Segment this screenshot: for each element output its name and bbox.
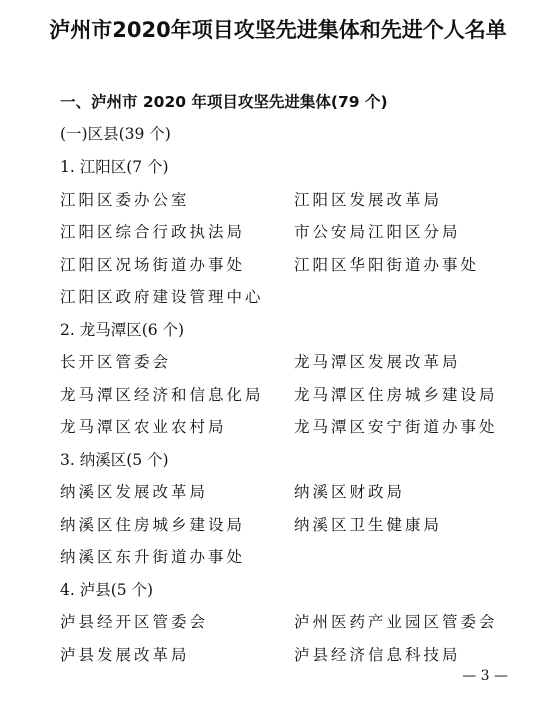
- list-item: 江阳区况场街道办事处: [60, 256, 246, 274]
- group-heading-jiangyang: 1. 江阳区(7 个): [60, 158, 169, 176]
- list-item: 市公安局江阳区分局: [294, 223, 461, 241]
- list-item: 纳溪区卫生健康局: [294, 516, 443, 534]
- list-item: 泸州医药产业园区管委会: [294, 613, 498, 631]
- list-item: 长开区管委会: [60, 353, 172, 371]
- list-item: 龙马潭区农业农村局: [60, 418, 227, 436]
- list-item: 江阳区发展改革局: [294, 191, 443, 209]
- page-number: — 3 —: [462, 668, 508, 684]
- subsection-heading: (一)区县(39 个): [60, 125, 171, 143]
- list-item: 江阳区华阳街道办事处: [294, 256, 480, 274]
- group-heading-longmatan: 2. 龙马潭区(6 个): [60, 321, 185, 339]
- list-item: 江阳区委办公室: [60, 191, 190, 209]
- list-item: 龙马潭区发展改革局: [294, 353, 461, 371]
- list-item: 龙马潭区经济和信息化局: [60, 386, 264, 404]
- list-item: 泸县发展改革局: [60, 646, 190, 664]
- list-item: 纳溪区发展改革局: [60, 483, 209, 501]
- list-item: 江阳区综合行政执法局: [60, 223, 246, 241]
- section-heading: 一、泸州市 2020 年项目攻坚先进集体(79 个): [60, 93, 388, 111]
- list-item: 纳溪区东升街道办事处: [60, 548, 246, 566]
- list-item: 龙马潭区住房城乡建设局: [294, 386, 498, 404]
- list-item: 纳溪区住房城乡建设局: [60, 516, 246, 534]
- list-item: 泸县经济信息科技局: [294, 646, 461, 664]
- document-title: 泸州市2020年项目攻坚先进集体和先进个人名单: [49, 18, 507, 42]
- group-heading-naxi: 3. 纳溪区(5 个): [60, 451, 169, 469]
- list-item: 龙马潭区安宁街道办事处: [294, 418, 498, 436]
- list-item: 江阳区政府建设管理中心: [60, 288, 264, 306]
- group-heading-luxian: 4. 泸县(5 个): [60, 581, 154, 599]
- list-item: 泸县经开区管委会: [60, 613, 209, 631]
- list-item: 纳溪区财政局: [294, 483, 406, 501]
